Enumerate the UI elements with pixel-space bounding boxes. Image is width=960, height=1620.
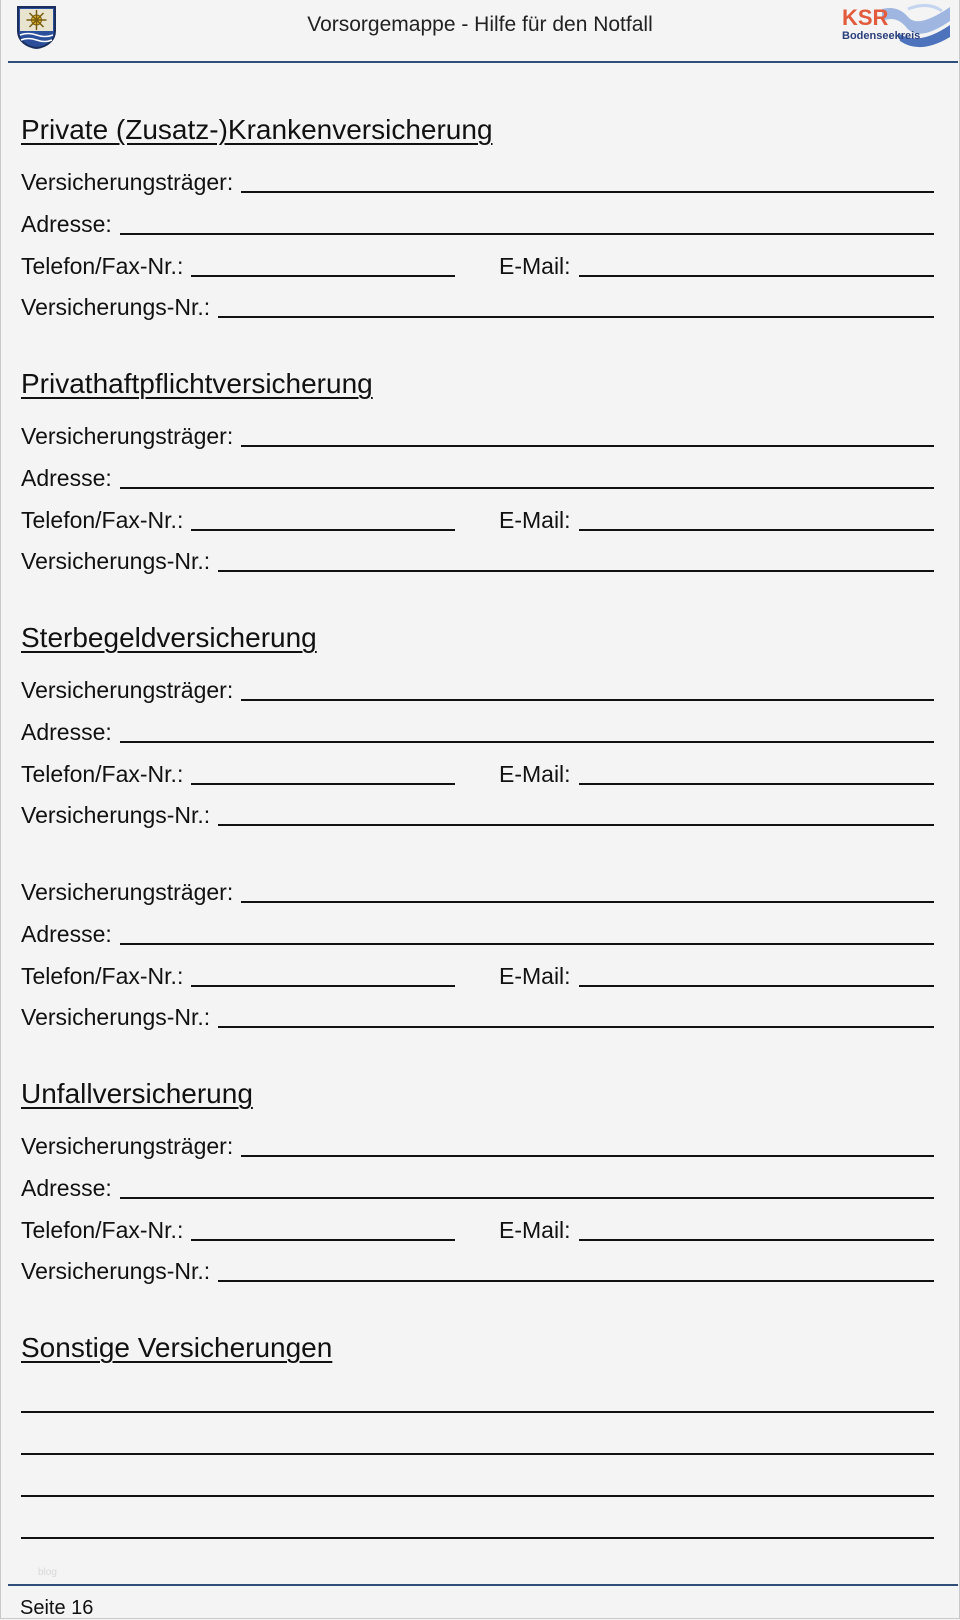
field-label-address: Adresse: <box>21 465 112 491</box>
field-row-policy-no <box>21 290 934 320</box>
field-label-carrier: Versicherungsträger: <box>21 879 234 905</box>
field-label-email: E-Mail: <box>499 963 571 989</box>
field-row-carrier <box>21 875 934 905</box>
blank-input-line[interactable] <box>21 1495 934 1497</box>
section-title-other: Sonstige Versicherungen <box>21 1332 333 1363</box>
field-row-carrier <box>21 165 934 195</box>
page-header <box>0 0 960 62</box>
email-input-line[interactable] <box>579 1217 934 1241</box>
field-row-email <box>499 503 934 533</box>
field-label-policy-no: Versicherungs-Nr.: <box>21 802 211 828</box>
field-label-phone: Telefon/Fax-Nr.: <box>21 761 184 787</box>
field-row-email <box>499 757 934 787</box>
field-row-email <box>499 959 934 989</box>
page-number: Seite 16 <box>20 1597 94 1619</box>
address-input-line[interactable] <box>120 465 934 489</box>
section-title-funeral: Sterbegeldversicherung <box>21 622 317 653</box>
field-row-address <box>21 207 934 237</box>
policy-no-input-line[interactable] <box>218 802 934 826</box>
field-row-policy-no <box>21 544 934 574</box>
field-label-policy-no: Versicherungs-Nr.: <box>21 548 211 574</box>
blank-input-line[interactable] <box>21 1453 934 1455</box>
field-row-address <box>21 461 934 491</box>
address-input-line[interactable] <box>120 211 934 235</box>
phone-input-line[interactable] <box>191 507 455 531</box>
email-input-line[interactable] <box>579 761 934 785</box>
carrier-input-line[interactable] <box>241 423 934 447</box>
phone-input-line[interactable] <box>191 963 455 987</box>
field-label-email: E-Mail: <box>499 253 571 279</box>
footer-divider <box>8 1584 958 1586</box>
field-row-phone <box>21 959 455 989</box>
policy-no-input-line[interactable] <box>218 294 934 318</box>
section-title-accident: Unfallversicherung <box>21 1078 253 1109</box>
field-row-policy-no <box>21 1254 934 1284</box>
field-row-address <box>21 917 934 947</box>
policy-no-input-line[interactable] <box>218 548 934 572</box>
email-input-line[interactable] <box>579 963 934 987</box>
phone-input-line[interactable] <box>191 761 455 785</box>
field-label-carrier: Versicherungsträger: <box>21 1133 234 1159</box>
email-input-line[interactable] <box>579 507 934 531</box>
field-label-policy-no: Versicherungs-Nr.: <box>21 1258 211 1284</box>
field-row-carrier <box>21 673 934 703</box>
field-row-address <box>21 715 934 745</box>
blank-input-line[interactable] <box>21 1537 934 1539</box>
field-row-email <box>499 249 934 279</box>
field-label-carrier: Versicherungsträger: <box>21 677 234 703</box>
policy-no-input-line[interactable] <box>218 1004 934 1028</box>
policy-no-input-line[interactable] <box>218 1258 934 1282</box>
field-label-policy-no: Versicherungs-Nr.: <box>21 1004 211 1030</box>
blank-input-line[interactable] <box>21 1411 934 1413</box>
carrier-input-line[interactable] <box>241 879 934 903</box>
carrier-input-line[interactable] <box>241 677 934 701</box>
field-label-phone: Telefon/Fax-Nr.: <box>21 253 184 279</box>
field-row-address <box>21 1171 934 1201</box>
field-label-carrier: Versicherungsträger: <box>21 169 234 195</box>
field-label-phone: Telefon/Fax-Nr.: <box>21 507 184 533</box>
field-row-carrier <box>21 1129 934 1159</box>
field-label-carrier: Versicherungsträger: <box>21 423 234 449</box>
field-label-email: E-Mail: <box>499 1217 571 1243</box>
field-label-address: Adresse: <box>21 1175 112 1201</box>
field-row-phone <box>21 757 455 787</box>
field-label-address: Adresse: <box>21 211 112 237</box>
header-divider <box>8 61 958 63</box>
email-input-line[interactable] <box>579 253 934 277</box>
field-label-email: E-Mail: <box>499 507 571 533</box>
field-row-policy-no <box>21 798 934 828</box>
field-label-address: Adresse: <box>21 921 112 947</box>
address-input-line[interactable] <box>120 921 934 945</box>
logo-subtext: Bodenseekreis <box>842 30 921 42</box>
address-input-line[interactable] <box>120 719 934 743</box>
carrier-input-line[interactable] <box>241 1133 934 1157</box>
ksr-logo <box>838 3 950 51</box>
logo-ksr-text: KSR <box>842 5 889 30</box>
field-row-email <box>499 1213 934 1243</box>
field-row-phone <box>21 249 455 279</box>
field-label-phone: Telefon/Fax-Nr.: <box>21 1217 184 1243</box>
watermark-text: blog <box>38 1567 57 1578</box>
field-label-email: E-Mail: <box>499 761 571 787</box>
field-label-address: Adresse: <box>21 719 112 745</box>
field-row-phone <box>21 1213 455 1243</box>
section-title-liability: Privathaftpflichtversicherung <box>21 368 373 399</box>
phone-input-line[interactable] <box>191 253 455 277</box>
document-title: Vorsorgemappe - Hilfe für den Notfall <box>307 13 653 36</box>
field-row-phone <box>21 503 455 533</box>
field-label-policy-no: Versicherungs-Nr.: <box>21 294 211 320</box>
field-row-policy-no <box>21 1000 934 1030</box>
section-title-private-health: Private (Zusatz-)Krankenversicherung <box>21 114 493 145</box>
carrier-input-line[interactable] <box>241 169 934 193</box>
phone-input-line[interactable] <box>191 1217 455 1241</box>
address-input-line[interactable] <box>120 1175 934 1199</box>
field-label-phone: Telefon/Fax-Nr.: <box>21 963 184 989</box>
field-row-carrier <box>21 419 934 449</box>
